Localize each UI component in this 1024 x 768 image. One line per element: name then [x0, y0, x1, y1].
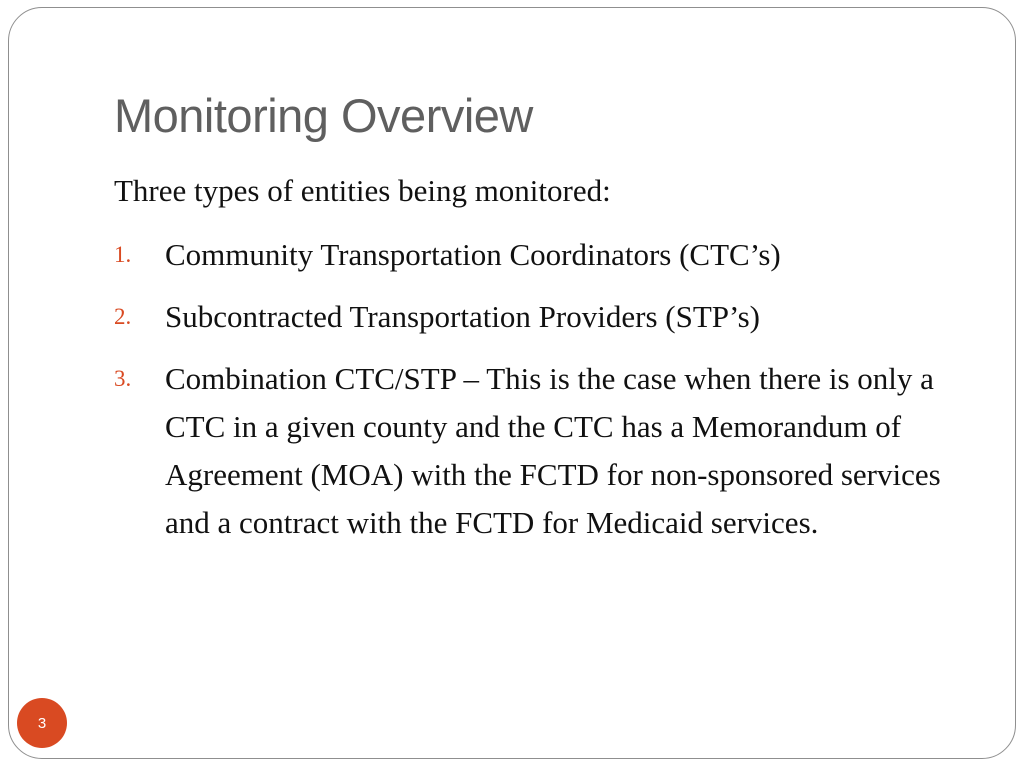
list-item-combination: [114, 355, 974, 547]
list-item-text: Subcontracted Transportation Providers (STP’s): [165, 299, 760, 334]
list-number: 2.: [114, 304, 132, 329]
list-item-stp: [114, 293, 974, 341]
list-item-text: Community Transportation Coordinators (CTC’s): [165, 237, 781, 272]
list-number: 3.: [114, 366, 132, 391]
list-item-text: Combination CTC/STP – This is the case when there is only a CTC in a given county and the CTC has a Memorandum of Agreement (MOA) with the FCTD for non-sponsored services and a contract with the FCTD for Medicaid services.: [165, 361, 941, 540]
page-number-badge: 3: [17, 698, 67, 748]
list-number: 1.: [114, 242, 132, 267]
slide-title: Monitoring Overview: [114, 89, 533, 142]
list-item-ctc: [114, 231, 974, 279]
entity-list: [114, 231, 974, 561]
intro-text: Three types of entities being monitored:: [114, 173, 611, 208]
